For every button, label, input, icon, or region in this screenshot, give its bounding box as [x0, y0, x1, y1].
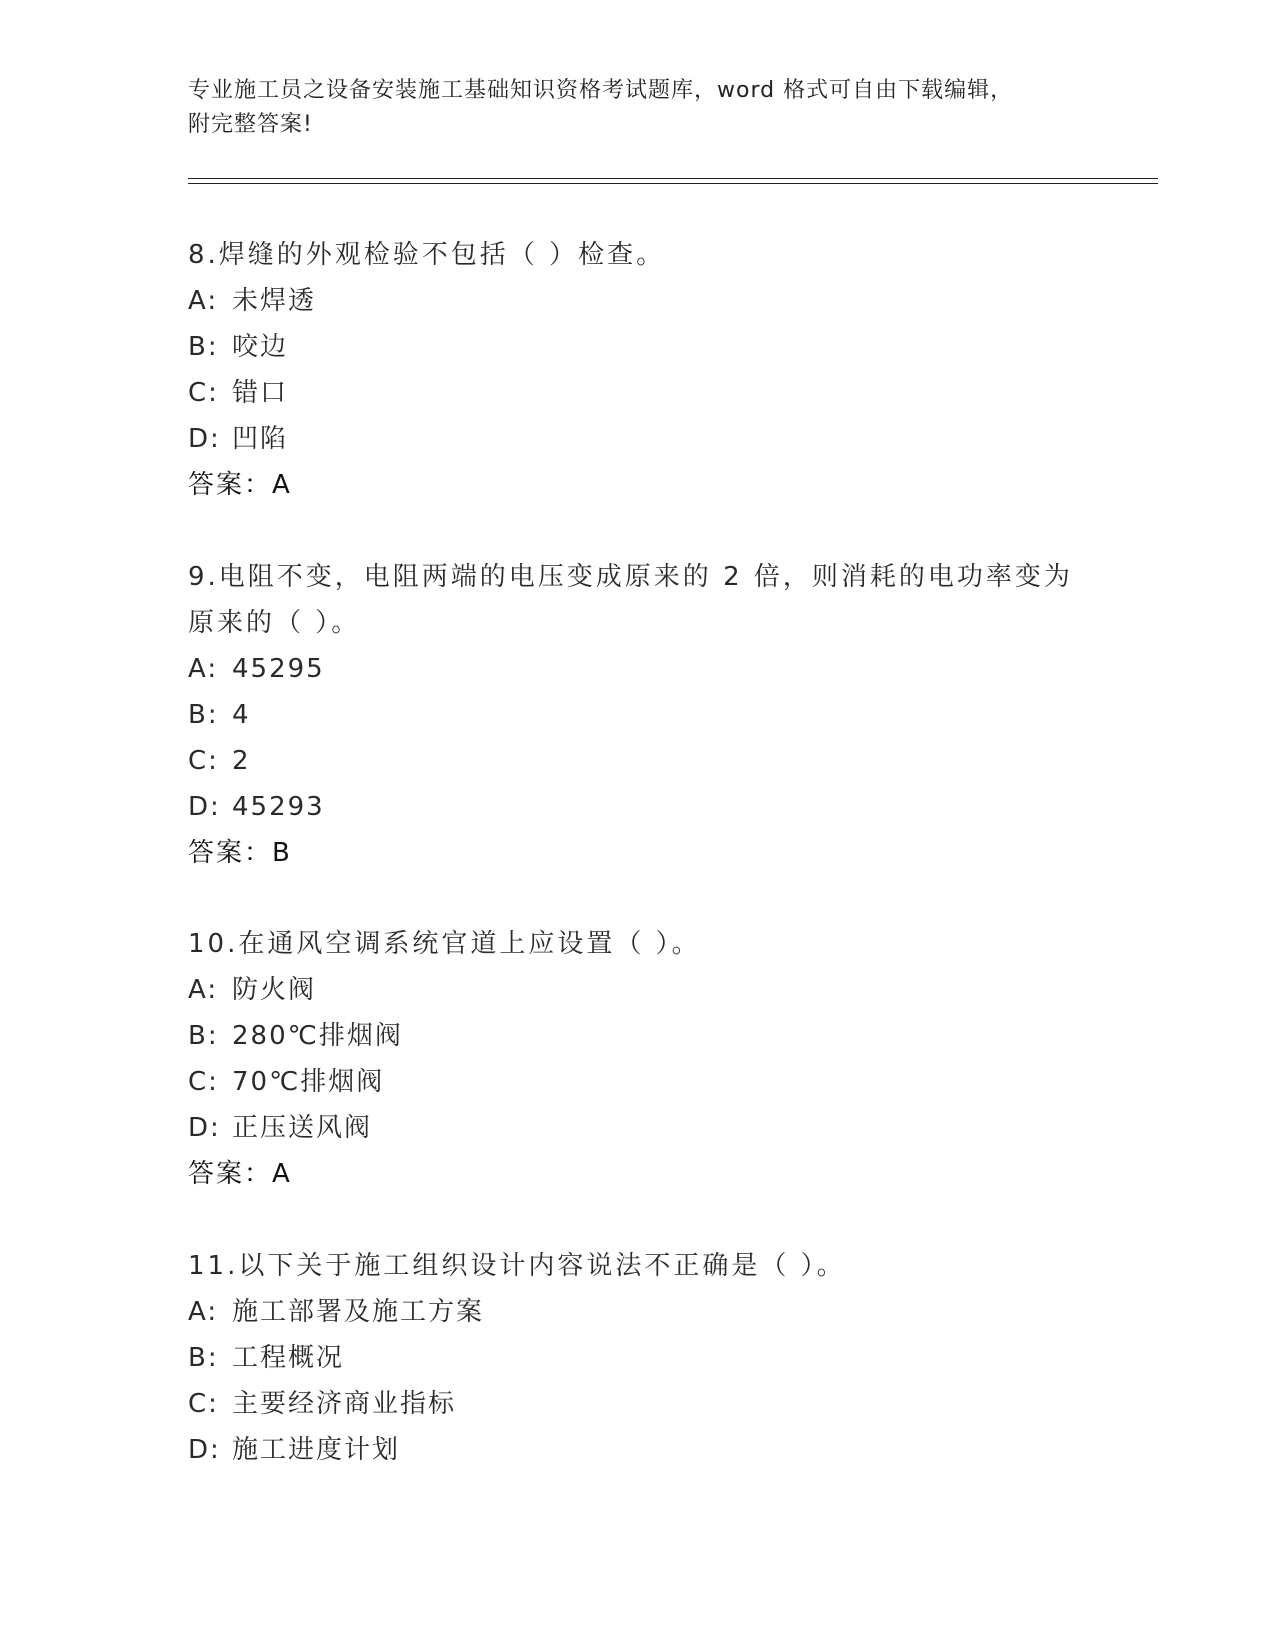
option-c: [188, 370, 665, 416]
option-text: 施工部署及施工方案: [232, 1297, 485, 1327]
question-stem-line: 原来的（ ）。: [188, 608, 361, 638]
option-a: [188, 967, 701, 1013]
option-letter: D:: [188, 424, 221, 454]
option-text: 错口: [232, 378, 289, 408]
option-letter: B:: [188, 1021, 219, 1051]
answer-line: 答案：B: [188, 838, 292, 868]
option-text: 施工进度计划: [232, 1435, 401, 1465]
question-stem-line: 8.焊缝的外观检验不包括（ ）检查。: [188, 240, 666, 270]
question-10: [188, 921, 701, 1197]
option-letter: B:: [188, 700, 219, 730]
option-c: [188, 1381, 846, 1427]
option-text: 45293: [232, 792, 325, 822]
option-text: 主要经济商业指标: [232, 1389, 457, 1419]
option-c: [188, 738, 1073, 784]
option-d: [188, 1427, 846, 1473]
question-stem: [188, 232, 665, 278]
option-text: 45295: [232, 654, 325, 684]
option-text: 70℃排烟阀: [232, 1067, 385, 1097]
header-rule-top: [188, 178, 1158, 179]
option-b: [188, 1013, 701, 1059]
answer-line: 答案：A: [188, 1159, 292, 1189]
option-d: [188, 784, 1073, 830]
document-header: [188, 74, 1088, 142]
option-text: 正压送风阀: [232, 1113, 373, 1143]
option-text: 4: [232, 700, 251, 730]
question-stem-line: 11.以下关于施工组织设计内容说法不正确是（ ）。: [188, 1251, 846, 1281]
option-letter: D:: [188, 792, 221, 822]
option-text: 咬边: [232, 332, 289, 362]
option-letter: B:: [188, 332, 219, 362]
option-d: [188, 416, 665, 462]
option-b: [188, 324, 665, 370]
option-letter: A:: [188, 654, 219, 684]
option-a: [188, 646, 1073, 692]
option-letter: C:: [188, 746, 219, 776]
answer-line: 答案：A: [188, 470, 292, 500]
option-letter: C:: [188, 378, 219, 408]
option-text: 防火阀: [232, 975, 317, 1005]
question-stem: [188, 921, 701, 967]
header-text-line-1: 专业施工员之设备安装施工基础知识资格考试题库，word 格式可自由下载编辑，: [188, 78, 1014, 103]
question-stem: [188, 1243, 846, 1289]
question-stem: [188, 554, 1073, 646]
option-letter: A:: [188, 1297, 219, 1327]
question-8: [188, 232, 665, 508]
option-c: [188, 1059, 701, 1105]
option-letter: B:: [188, 1343, 219, 1373]
header-rule-bottom: [188, 183, 1158, 184]
question-stem-line: 10.在通风空调系统官道上应设置（ ）。: [188, 929, 701, 959]
option-letter: D:: [188, 1435, 221, 1465]
option-b: [188, 692, 1073, 738]
option-text: 凹陷: [232, 424, 289, 454]
question-stem-line: 9.电阻不变，电阻两端的电压变成原来的 2 倍，则消耗的电功率变为: [188, 562, 1073, 592]
option-text: 2: [232, 746, 251, 776]
option-text: 未焊透: [232, 286, 317, 316]
option-d: [188, 1105, 701, 1151]
option-a: [188, 278, 665, 324]
option-letter: A:: [188, 286, 219, 316]
header-text-line-2: 附完整答案!: [188, 112, 313, 137]
option-text: 工程概况: [232, 1343, 345, 1373]
option-letter: C:: [188, 1389, 219, 1419]
option-letter: A:: [188, 975, 219, 1005]
question-11: [188, 1243, 846, 1473]
option-text: 280℃排烟阀: [232, 1021, 403, 1051]
option-letter: C:: [188, 1067, 219, 1097]
option-letter: D:: [188, 1113, 221, 1143]
option-a: [188, 1289, 846, 1335]
question-9: [188, 554, 1073, 876]
option-b: [188, 1335, 846, 1381]
